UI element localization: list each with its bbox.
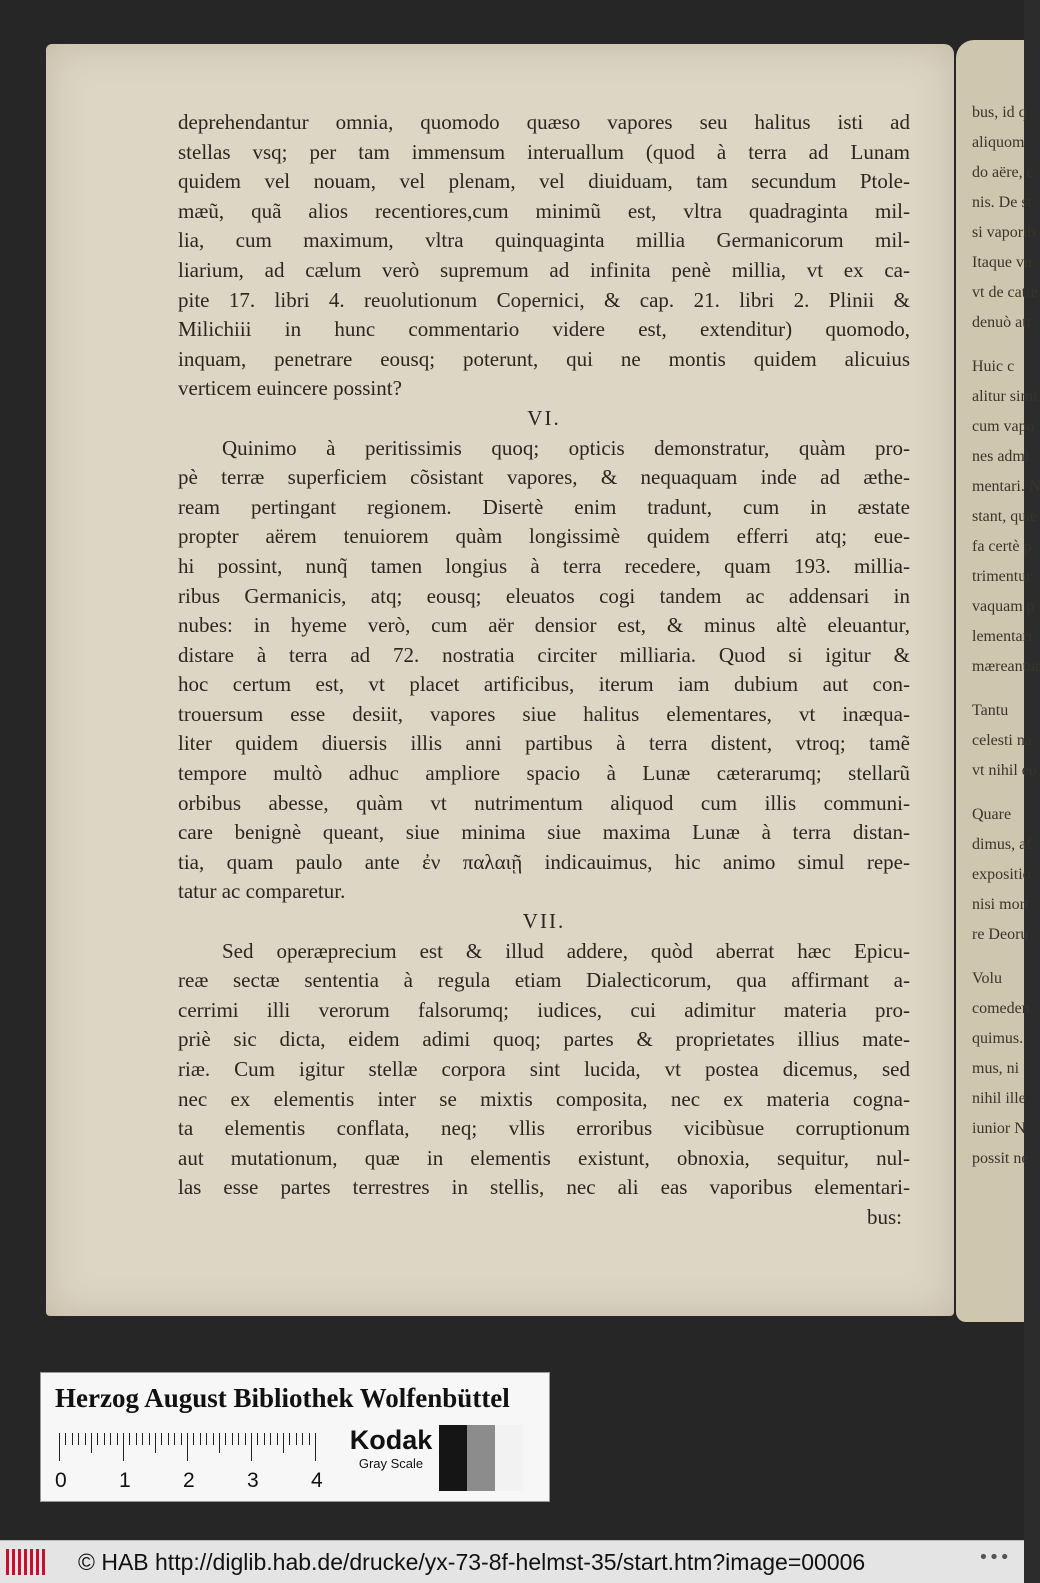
gray-patch-white — [495, 1425, 523, 1491]
next-page-fragment: denuò att — [972, 314, 1032, 331]
next-page-fragment: nihil ille — [972, 1090, 1026, 1107]
footer-url[interactable]: © HAB http://diglib.hab.de/drucke/yx-73-8f-helmst-35/start.htm?image=00006 — [78, 1549, 866, 1575]
next-page-fragment: Itaque vn — [972, 254, 1032, 271]
next-page-fragment — [956, 786, 1024, 800]
next-page-fragment: aliquom — [972, 134, 1025, 151]
text-line: propter aërem tenuiorem quàm longissimè quidem efferri atq; eue- — [178, 524, 910, 549]
ruler-number: 1 — [119, 1469, 131, 1492]
ruler-tick — [257, 1433, 258, 1445]
text-line: care benignè queant, siue minima siue maxima Lunæ à terra distan- — [178, 820, 910, 845]
text-line: pite 17. libri 4. reuolutionum Copernici, & cap. 21. libri 2. Plinii & — [178, 287, 910, 312]
ruler-tick — [117, 1433, 118, 1445]
ruler-tick — [97, 1433, 98, 1445]
ruler-tick — [264, 1433, 265, 1445]
next-page-fragment: Huic c — [972, 358, 1015, 375]
text-line: inquam, penetrare eousq; poterunt, qui ne montis quidem alicuius — [178, 346, 910, 371]
hab-logo-icon[interactable] — [6, 1549, 46, 1575]
ruler-tick — [78, 1433, 79, 1445]
next-page-fragment: mentari. N — [972, 478, 1040, 495]
ruler-tick — [72, 1433, 73, 1445]
ruler-tick — [238, 1433, 239, 1445]
ruler-tick — [219, 1433, 220, 1453]
next-page-fragment: re Deoru — [972, 926, 1029, 943]
ruler-tick — [206, 1433, 207, 1445]
text-line: stellas vsq; per tam immensum interuallum (quod à terra ad Lunam — [178, 139, 910, 164]
text-line: tia, quam paulo ante ἐν παλαιῇ indicauimus, hic animo simul repe- — [178, 849, 910, 874]
text-line: mæũ, quã alios recentiores,cum minimũ est, vltra quadraginta mil- — [178, 198, 910, 223]
calibration-card — [40, 1372, 550, 1502]
ruler-tick — [283, 1433, 284, 1453]
text-line: distare à terra ad 72. nostratia circiter milliaria. Quod si igitur & — [178, 642, 910, 667]
next-page-fragment: cum vapo — [972, 418, 1035, 435]
ruler-tick — [309, 1433, 310, 1445]
ruler-tick — [232, 1433, 233, 1445]
ruler-tick — [225, 1433, 226, 1445]
ruler-tick — [59, 1433, 60, 1461]
ruler-tick — [65, 1433, 66, 1445]
next-page-edge — [956, 40, 1040, 1322]
text-line: ream pertingant regionem. Disertè enim tradunt, cum in æstate — [178, 494, 910, 519]
next-page-fragment: possit ne — [972, 1150, 1029, 1167]
ruler-tick — [142, 1433, 143, 1445]
ruler-number: 2 — [183, 1469, 195, 1492]
text-line: tatur ac comparetur. — [178, 879, 346, 904]
text-line: orbibus abesse, quàm vt nutrimentum aliquod cum illis communi- — [178, 790, 910, 815]
next-page-fragment: bus, id q — [972, 104, 1027, 121]
ruler-tick — [168, 1433, 169, 1445]
ruler-tick — [193, 1433, 194, 1445]
ruler-number: 3 — [247, 1469, 259, 1492]
ruler-tick — [251, 1433, 252, 1461]
next-page-fragment: nisi mort — [972, 896, 1030, 913]
ruler-tick — [181, 1433, 182, 1445]
section-number: VI. — [527, 405, 561, 430]
ruler-tick — [110, 1433, 111, 1445]
page-text — [178, 108, 910, 1233]
next-page-fragment: dimus, af — [972, 836, 1032, 853]
text-line: Quinimo à peritissimis quoq; opticis demonstratur, quàm pro- — [222, 435, 910, 460]
next-page-fragment: vaquam p — [972, 598, 1035, 615]
next-page-fragment: expositio — [972, 866, 1031, 883]
kodak-label — [341, 1425, 441, 1471]
next-page-fragment: mæreantur — [972, 658, 1040, 675]
next-page-fragment — [956, 950, 1024, 964]
text-line: aut mutationum, quæ in elementis existunt, obnoxia, sequitur, nul- — [178, 1145, 910, 1170]
viewer-footer — [0, 1540, 1024, 1583]
next-page-fragment: alitur simi — [972, 388, 1038, 405]
next-page-fragment: vt nihil eo — [972, 762, 1037, 779]
text-line: reæ sectæ sententia à regula etiam Dialecticorum, qua affirmant a- — [178, 968, 910, 993]
next-page-fragment: nes admi — [972, 448, 1030, 465]
ruler-tick — [245, 1433, 246, 1445]
next-page-fragment: comeden — [972, 1000, 1030, 1017]
gray-patch-black — [439, 1425, 467, 1491]
next-page-fragment: mus, ni — [972, 1060, 1020, 1077]
text-line: deprehendantur omnia, quomodo quæso vapores seu halitus isti ad — [178, 110, 910, 134]
text-line: quidem vel nouam, vel plenam, vel diuiduam, tam secundum Ptole- — [178, 169, 910, 194]
next-page-fragment: vt de catte — [972, 284, 1038, 301]
next-page-fragment: lementari — [972, 628, 1033, 645]
text-line: nubes: in hyeme verò, cum aër densior est, & minus altè eleuantur, — [178, 613, 910, 638]
text-line: riæ. Cum igitur stellæ corpora sint lucida, vt postea dicemus, sed — [178, 1057, 910, 1081]
ruler-tick — [161, 1433, 162, 1445]
ruler-tick — [85, 1433, 86, 1445]
next-page-fragment: do aëre, c — [972, 164, 1034, 181]
ruler-numbers — [55, 1469, 345, 1497]
ruler-tick — [200, 1433, 201, 1445]
text-line: Milichiii in hunc commentario videre est, extenditur) quomodo, — [178, 317, 910, 342]
text-line: hi possint, nunq̃ tamen longius à terra recedere, quam 193. millia- — [178, 553, 910, 578]
ruler-tick — [136, 1433, 137, 1445]
text-line: las esse partes terrestres in stellis, nec ali eas vaporibus elementari- — [178, 1175, 910, 1200]
text-line: priè sic dicta, eidem adimi quoq; partes & proprietates illius mate- — [178, 1027, 910, 1052]
ruler-tick — [149, 1433, 150, 1445]
text-line: liarium, ad cælum verò supremum ad infinita penè millia, vt ex ca- — [178, 257, 910, 282]
ruler-tick — [289, 1433, 290, 1445]
text-line: pè terræ superficiem cõsistant vapores, & nequaquam inde ad æthe- — [178, 465, 910, 490]
text-line: cerrimi illi verorum falsorumq; iudices, cui adimitur materia pro- — [178, 997, 910, 1022]
next-page-fragment: stant, quæ — [972, 508, 1037, 525]
next-page-fragment: fa certè p — [972, 538, 1032, 555]
ruler-tick — [302, 1433, 303, 1445]
text-line: ta elementis conflata, neq; vllis erroribus vicibùsue corruptionum — [178, 1116, 910, 1141]
ruler-scale — [59, 1433, 339, 1461]
kodak-subtitle: Gray Scale — [358, 1456, 424, 1471]
text-line: Sed operæprecium est & illud addere, quòd aberrat hæc Epicu- — [222, 938, 910, 963]
more-menu-icon[interactable]: ••• — [978, 1547, 1010, 1568]
ruler-tick — [104, 1433, 105, 1445]
text-line: verticem euincere possint? — [178, 376, 402, 401]
text-line: hoc certum est, vt placet artificibus, iterum iam dubium aut con- — [178, 672, 910, 697]
ruler-tick — [91, 1433, 92, 1453]
ruler-tick — [155, 1433, 156, 1453]
text-line: liter quidem diuersis illis anni partibus à terra distent, vtroq; tamẽ — [178, 731, 910, 756]
next-page-fragment: iunior N — [972, 1120, 1026, 1137]
text-line: nec ex elementis inter se mixtis composita, nec ex materia cogna- — [178, 1086, 910, 1111]
section-number: VII. — [522, 909, 566, 934]
ruler-tick — [174, 1433, 175, 1445]
next-page-fragment: celesti na — [972, 732, 1032, 749]
book-page — [46, 44, 954, 1316]
ruler-tick — [213, 1433, 214, 1445]
next-page-fragment: quimus. — [972, 1030, 1024, 1047]
ruler-tick — [315, 1433, 316, 1461]
next-page-fragment: Quare — [972, 806, 1012, 823]
text-line: ribus Germanicis, atq; eousq; eleuatos cogi tandem ac addensari in — [178, 583, 910, 608]
ruler-tick — [270, 1433, 271, 1445]
ruler-tick — [277, 1433, 278, 1445]
ruler-number: 0 — [55, 1469, 67, 1492]
next-page-fragment: Volu — [972, 970, 1002, 987]
ruler-tick — [129, 1433, 130, 1445]
next-page-fragment: trimentur — [972, 568, 1032, 585]
text-line: tempore multò adhuc ampliore spacio à Lunæ cæterarumq; stellarũ — [178, 761, 910, 786]
next-page-fragment — [956, 682, 1024, 696]
ruler-tick — [296, 1433, 297, 1445]
next-page-fragment: nis. De st — [972, 194, 1032, 211]
ruler-number: 4 — [311, 1469, 323, 1492]
library-title: Herzog August Bibliothek Wolfenbüttel — [55, 1383, 510, 1413]
ruler-tick — [187, 1433, 188, 1461]
gray-patch-gray — [467, 1425, 495, 1491]
text-line: lia, cum maximum, vltra quinquaginta millia Germanicorum mil- — [178, 228, 910, 253]
catchword: bus: — [866, 1204, 902, 1229]
kodak-brand: Kodak — [349, 1425, 433, 1455]
next-page-fragment: si vaporib — [972, 224, 1036, 241]
next-page-fragment — [956, 338, 1024, 352]
text-line: trouersum esse desiit, vapores siue halitus elementares, vt inæqua- — [178, 701, 910, 726]
next-page-fragment: Tantu — [972, 702, 1009, 719]
ruler-tick — [123, 1433, 124, 1461]
